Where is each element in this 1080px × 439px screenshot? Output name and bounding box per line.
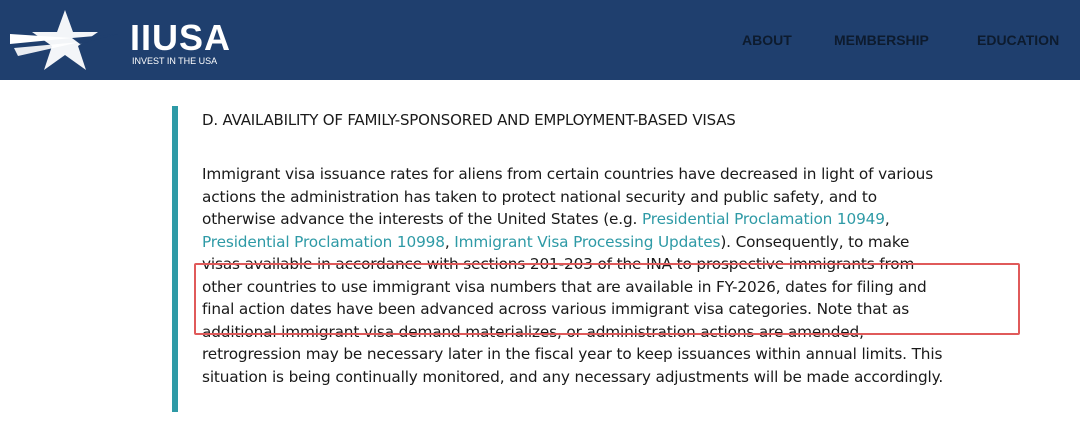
nav-membership[interactable]: MEMBERSHIP [834, 32, 929, 48]
paragraph-text: , [444, 232, 455, 251]
paragraph-line: additional immigrant visa demand materializes, or administration actions are amended, [202, 322, 864, 341]
paragraph-line: visas available in accordance with sections 201-203 of the INA to prospective immigrants from [202, 255, 915, 273]
accent-bar [172, 106, 178, 412]
paragraph-line: retrogression may be necessary later in the fiscal year to keep issuances within annual limits. This [202, 345, 943, 363]
paragraph-text: , [884, 210, 890, 228]
paragraph-line [202, 231, 1032, 254]
paragraph-line [202, 208, 1032, 231]
highlight-annotation-box [194, 263, 1020, 335]
section-heading: D. AVAILABILITY OF FAMILY-SPONSORED AND EMPLOYMENT-BASED VISAS [202, 111, 736, 129]
nav-education[interactable]: EDUCATION [977, 32, 1060, 48]
link-presidential-proclamation-10998[interactable]: Presidential Proclamation 10998 [202, 232, 445, 251]
paragraph-line: other countries to use immigrant visa numbers that are available in FY-2026, dates for filing and [202, 277, 927, 296]
link-immigrant-visa-processing-updates[interactable]: Immigrant Visa Processing Updates [454, 232, 721, 251]
article-section [172, 106, 1032, 412]
logo-tagline: INVEST IN THE USA [132, 56, 218, 66]
paragraph-line: actions the administration has taken to protect national security and public safety, and to [202, 187, 877, 206]
paragraph-text: ). Consequently, to make [720, 232, 910, 251]
nav-about[interactable]: ABOUT [742, 32, 792, 48]
paragraph-text: otherwise advance the interests of the United States (e.g. [202, 210, 642, 228]
paragraph-line: situation is being continually monitored, and any necessary adjustments will be made accordingly. [202, 367, 944, 386]
iiusa-logo[interactable] [10, 8, 230, 72]
link-presidential-proclamation-10949[interactable]: Presidential Proclamation 10949 [641, 210, 885, 228]
paragraph-line: final action dates have been advanced across various immigrant visa categories. Note that as [202, 300, 910, 318]
paragraph-line: Immigrant visa issuance rates for aliens from certain countries have decreased in light of various [202, 165, 934, 183]
logo-wordmark: IIUSA [130, 17, 232, 58]
star-swoosh-icon [10, 8, 120, 72]
site-header [0, 0, 1080, 80]
